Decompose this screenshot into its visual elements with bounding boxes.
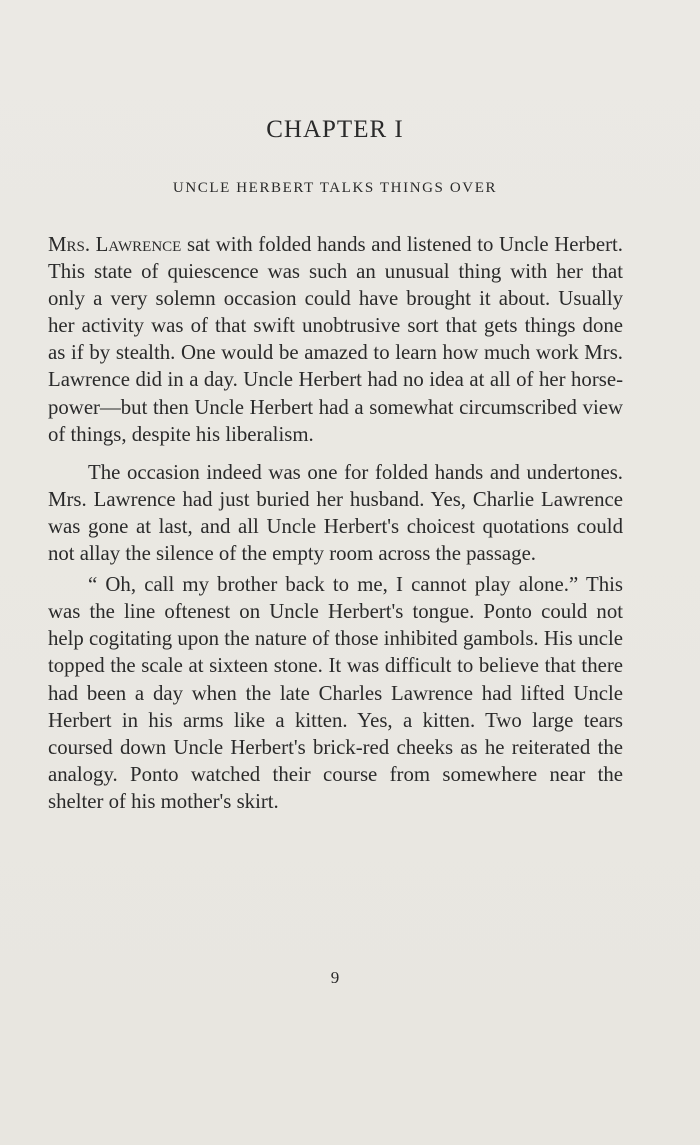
paragraph-3: “ Oh, call my brother back to me, I cannot play alone.” This was the line oftenest on Uncle Herbert's tongue. Ponto could not help cogitating upon the nature of those inhibited gambols. His uncle topped the scale at sixteen stone. It was difficult to believe that there had been a day when the late Charles Lawrence had lifted Uncle Herbert in his arms like a kitten. Yes, a kitten. Two large tears coursed down Uncle Herbert's brick-red cheeks as he reiterated the analogy. Ponto watched their course from somewhere near the shelter of his mother's skirt. — [48, 573, 623, 813]
paragraph-1 — [48, 231, 623, 448]
chapter-subtitle: UNCLE HERBERT TALKS THINGS OVER — [172, 180, 498, 196]
paragraph-1-text: sat with folded hands and listened to Uncle Herbert. This state of quiescence was such an unusual thing with her that only a very solemn occasion could have brought it about. Usually her activity was of that swift unobtrusive sort that gets things done as if by stealth. One would be amazed to learn how much work Mrs. Lawrence did in a day. Uncle Herbert had no idea at all of her horse-power—but then Uncle Herbert had a somewhat circumscribed view of things, despite his liberalism. — [48, 233, 623, 446]
chapter-title: CHAPTER I — [266, 116, 404, 143]
paragraph-2: The occasion indeed was one for folded hands and undertones. Mrs. Lawrence had just buried her husband. Yes, Charlie Lawrence was gone at last, and all Uncle Herbert's choicest quotations could not allay the silence of the empty room across the passage. — [48, 460, 623, 566]
body-text — [48, 231, 623, 815]
page-number: 9 — [330, 968, 340, 987]
paragraph-lead-words: Mrs. Lawrence — [48, 233, 182, 256]
